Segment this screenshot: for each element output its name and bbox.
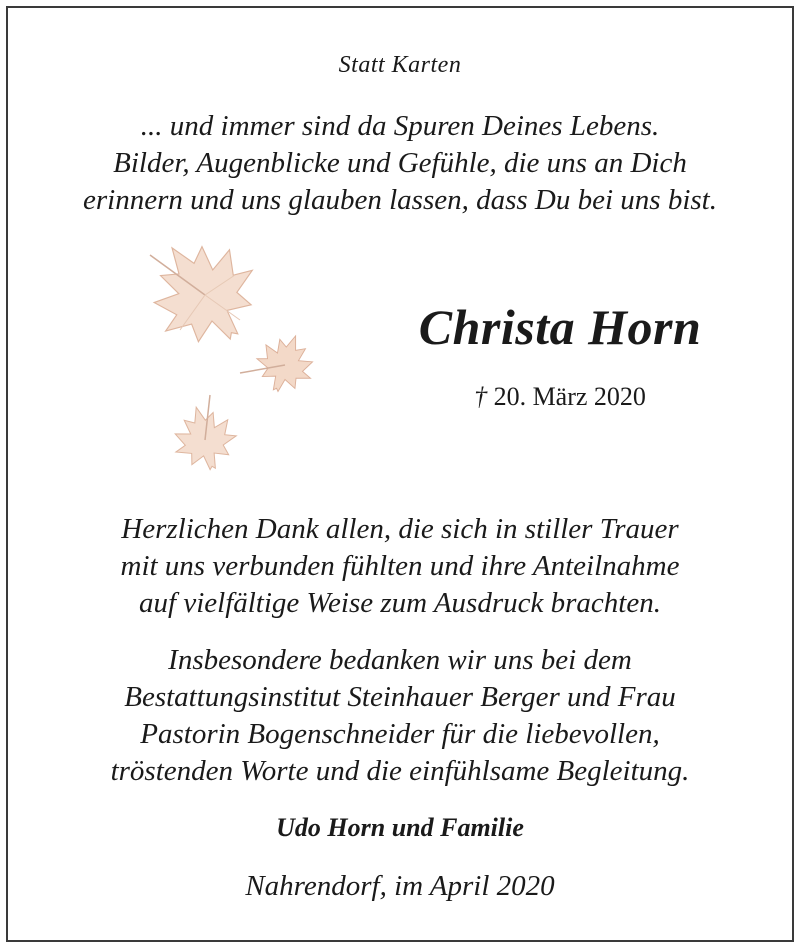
thanks-line: auf vielfältige Weise zum Ausdruck brachten. [139,587,661,619]
special-thanks-line: Bestattungsinstitut Steinhauer Berger und Frau [124,681,676,713]
cross-icon: † [474,382,488,411]
poem-line: ... und immer sind da Spuren Deines Lebens. [140,110,660,142]
place-date: Nahrendorf, im April 2020 [245,870,555,902]
leaf-large [129,235,278,367]
poem-line: erinnern und uns glauben lassen, dass Du bei uns bist. [83,184,717,216]
special-thanks-line: Insbesondere bedanken wir uns bei dem [168,644,632,676]
deceased-name: Christa Horn [418,299,702,355]
special-thanks-line: Pastorin Bogenschneider für die liebevollen, [140,718,660,750]
death-date [330,382,790,412]
thanks-line: Herzlichen Dank allen, die sich in stiller Trauer [121,513,679,545]
special-thanks-block [0,642,800,790]
maple-leaves-icon [110,235,340,495]
poem-block [0,108,800,219]
signature: Udo Horn und Familie [276,813,524,842]
leaf-medium [240,326,322,400]
death-date-value: 20. März 2020 [493,382,646,411]
leaf-small [166,395,243,477]
thanks-block [0,511,800,622]
notice-heading: Statt Karten [338,52,462,78]
thanks-line: mit uns verbunden fühlten und ihre Anteilnahme [120,550,680,582]
poem-line: Bilder, Augenblicke und Gefühle, die uns an Dich [113,147,687,179]
special-thanks-line: tröstenden Worte und die einfühlsame Begleitung. [110,755,690,787]
